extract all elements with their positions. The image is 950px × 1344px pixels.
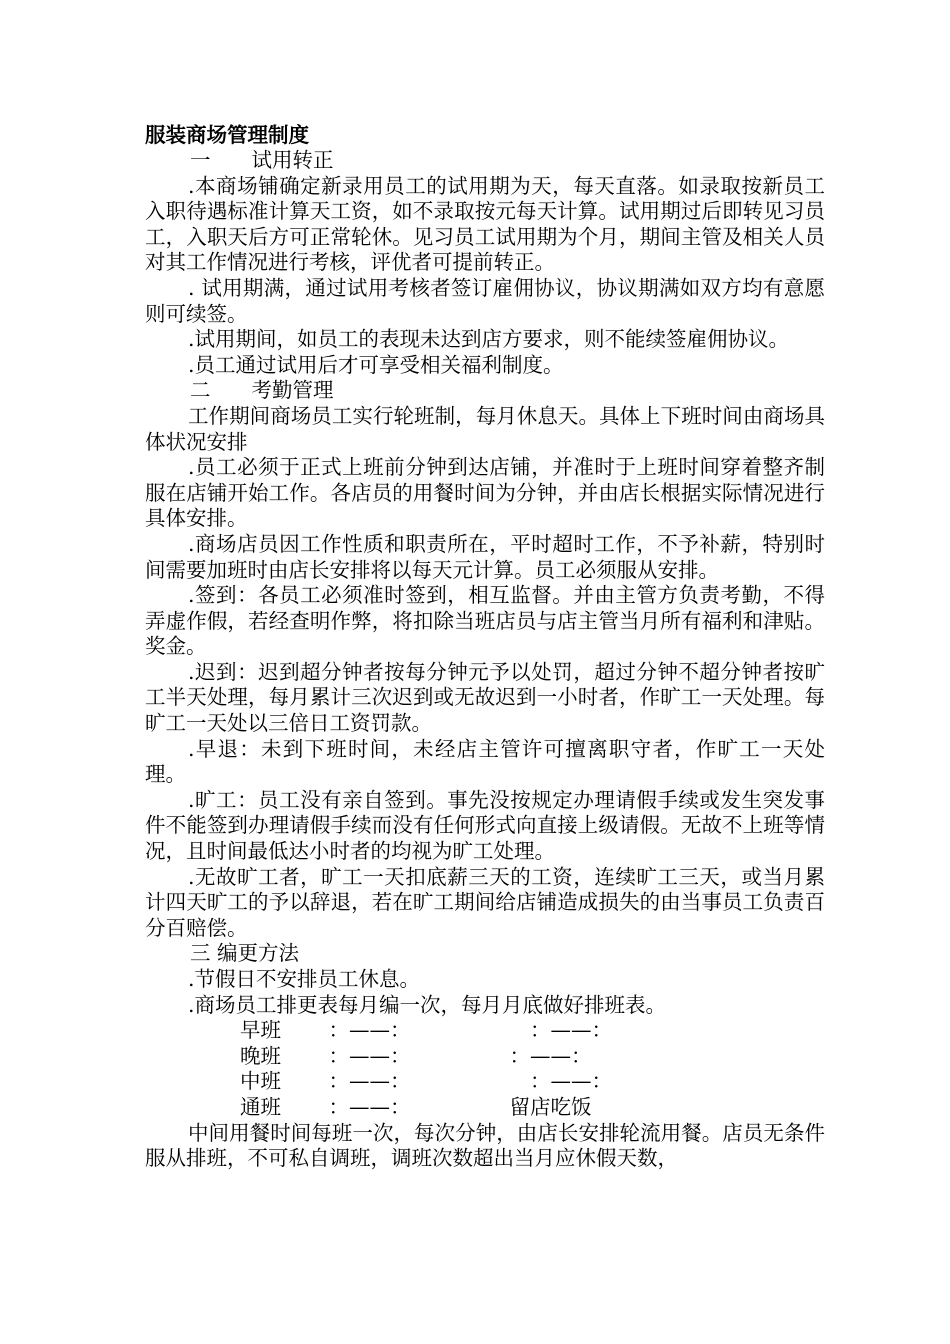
shift-row [240,1044,825,1070]
section-heading-attendance: 二 考勤管理 [190,378,334,403]
shift-time-a: ：——： [308,1043,411,1068]
shift-schedule [145,1018,825,1120]
paragraph: .无故旷工者，旷工一天扣底薪三天的工资，连续旷工三天，或当月累计四天旷工的予以辞退，若在旷工期间给店铺造成损失的由当事员工负责百分百赔偿。 [145,864,825,940]
section-heading-scheduling: 三 编更方法 [190,941,300,966]
paragraph: .本商场铺确定新录用员工的试用期为天，每天直落。如录取按新员工入职待遇标准计算天工资，如不录取按元每天计算。试用期过后即转见习员工，入职天后方可正常轮休。见习员工试用期为个月，期间主管及相关人员对其工作情况进行考核，评优者可提前转正。 [145,173,825,275]
closing-paragraph: 中间用餐时间每班一次，每次分钟，由店长安排轮流用餐。店员无条件服从排班，不可私自调班，调班次数超出当月应休假天数， [145,1120,825,1171]
paragraph: . 试用期满，通过试用考核者签订雇佣协议，协议期满如双方均有意愿则可续签。 [145,275,825,326]
document-title: 服装商场管理制度 [145,123,309,147]
paragraph: .员工必须于正式上班前分钟到达店铺，并准时于上班时间穿着整齐制服在店铺开始工作。各店员的用餐时间为分钟，并由店长根据实际情况进行具体安排。 [145,455,825,531]
paragraph: .签到：各员工必须准时签到，相互监督。并由主管方负责考勤，不得弄虚作假，若经查明作弊，将扣除当班店员与店主管当月所有福利和津贴。奖金。 [145,583,825,659]
shift-row [240,1095,825,1121]
document-page [145,122,825,1172]
paragraph: .员工通过试用后才可享受相关福利制度。 [188,352,564,377]
shift-time-a: ：——： [308,1018,411,1043]
shift-name: 晚班 [240,1043,281,1068]
shift-row [240,1018,825,1044]
paragraph: .节假日不安排员工休息。 [188,967,421,991]
paragraph: .早退：未到下班时间，未经店主管许可擅离职守者，作旷工一天处理。 [145,736,825,787]
paragraph: 工作期间商场员工实行轮班制，每月休息天。具体上下班时间由商场具体状况安排 [145,403,825,454]
shift-time-a: ：——： [308,1069,411,1094]
paragraph: .试用期间，如员工的表现未达到店方要求，则不能续签雇佣协议。 [188,327,790,352]
shift-time-b: ：——： [448,1069,612,1094]
shift-name: 早班 [240,1018,281,1043]
paragraph: .迟到：迟到超分钟者按每分钟元予以处罚，超过分钟不超分钟者按旷工半天处理，每月累计三次迟到或无故迟到一小时者，作旷工一天处理。每旷工一天处以三倍日工资罚款。 [145,659,825,736]
section-heading-probation: 一 试用转正 [190,148,334,172]
paragraph: .旷工：员工没有亲自签到。事先没按规定办理请假手续或发生突发事件不能签到办理请假手续而没有任何形式向直接上级请假。无故不上班等情况，且时间最低达小时者的均视为旷工处理。 [145,787,825,864]
shift-name: 通班 [240,1094,281,1119]
paragraph: .商场员工排更表每月编一次，每月月底做好排班表。 [188,992,667,1017]
shift-name: 中班 [240,1069,281,1094]
paragraph: .商场店员因工作性质和职责所在，平时超时工作，不予补薪，特别时间需要加班时由店长安排将以每天元计算。员工必须服从安排。 [145,531,825,582]
shift-time-b: ：——： [448,1043,592,1068]
shift-time-b: 留店吃饭 [448,1094,592,1119]
shift-time-b: ：——： [448,1018,612,1043]
shift-row [240,1069,825,1095]
shift-time-a: ：——： [308,1094,411,1119]
